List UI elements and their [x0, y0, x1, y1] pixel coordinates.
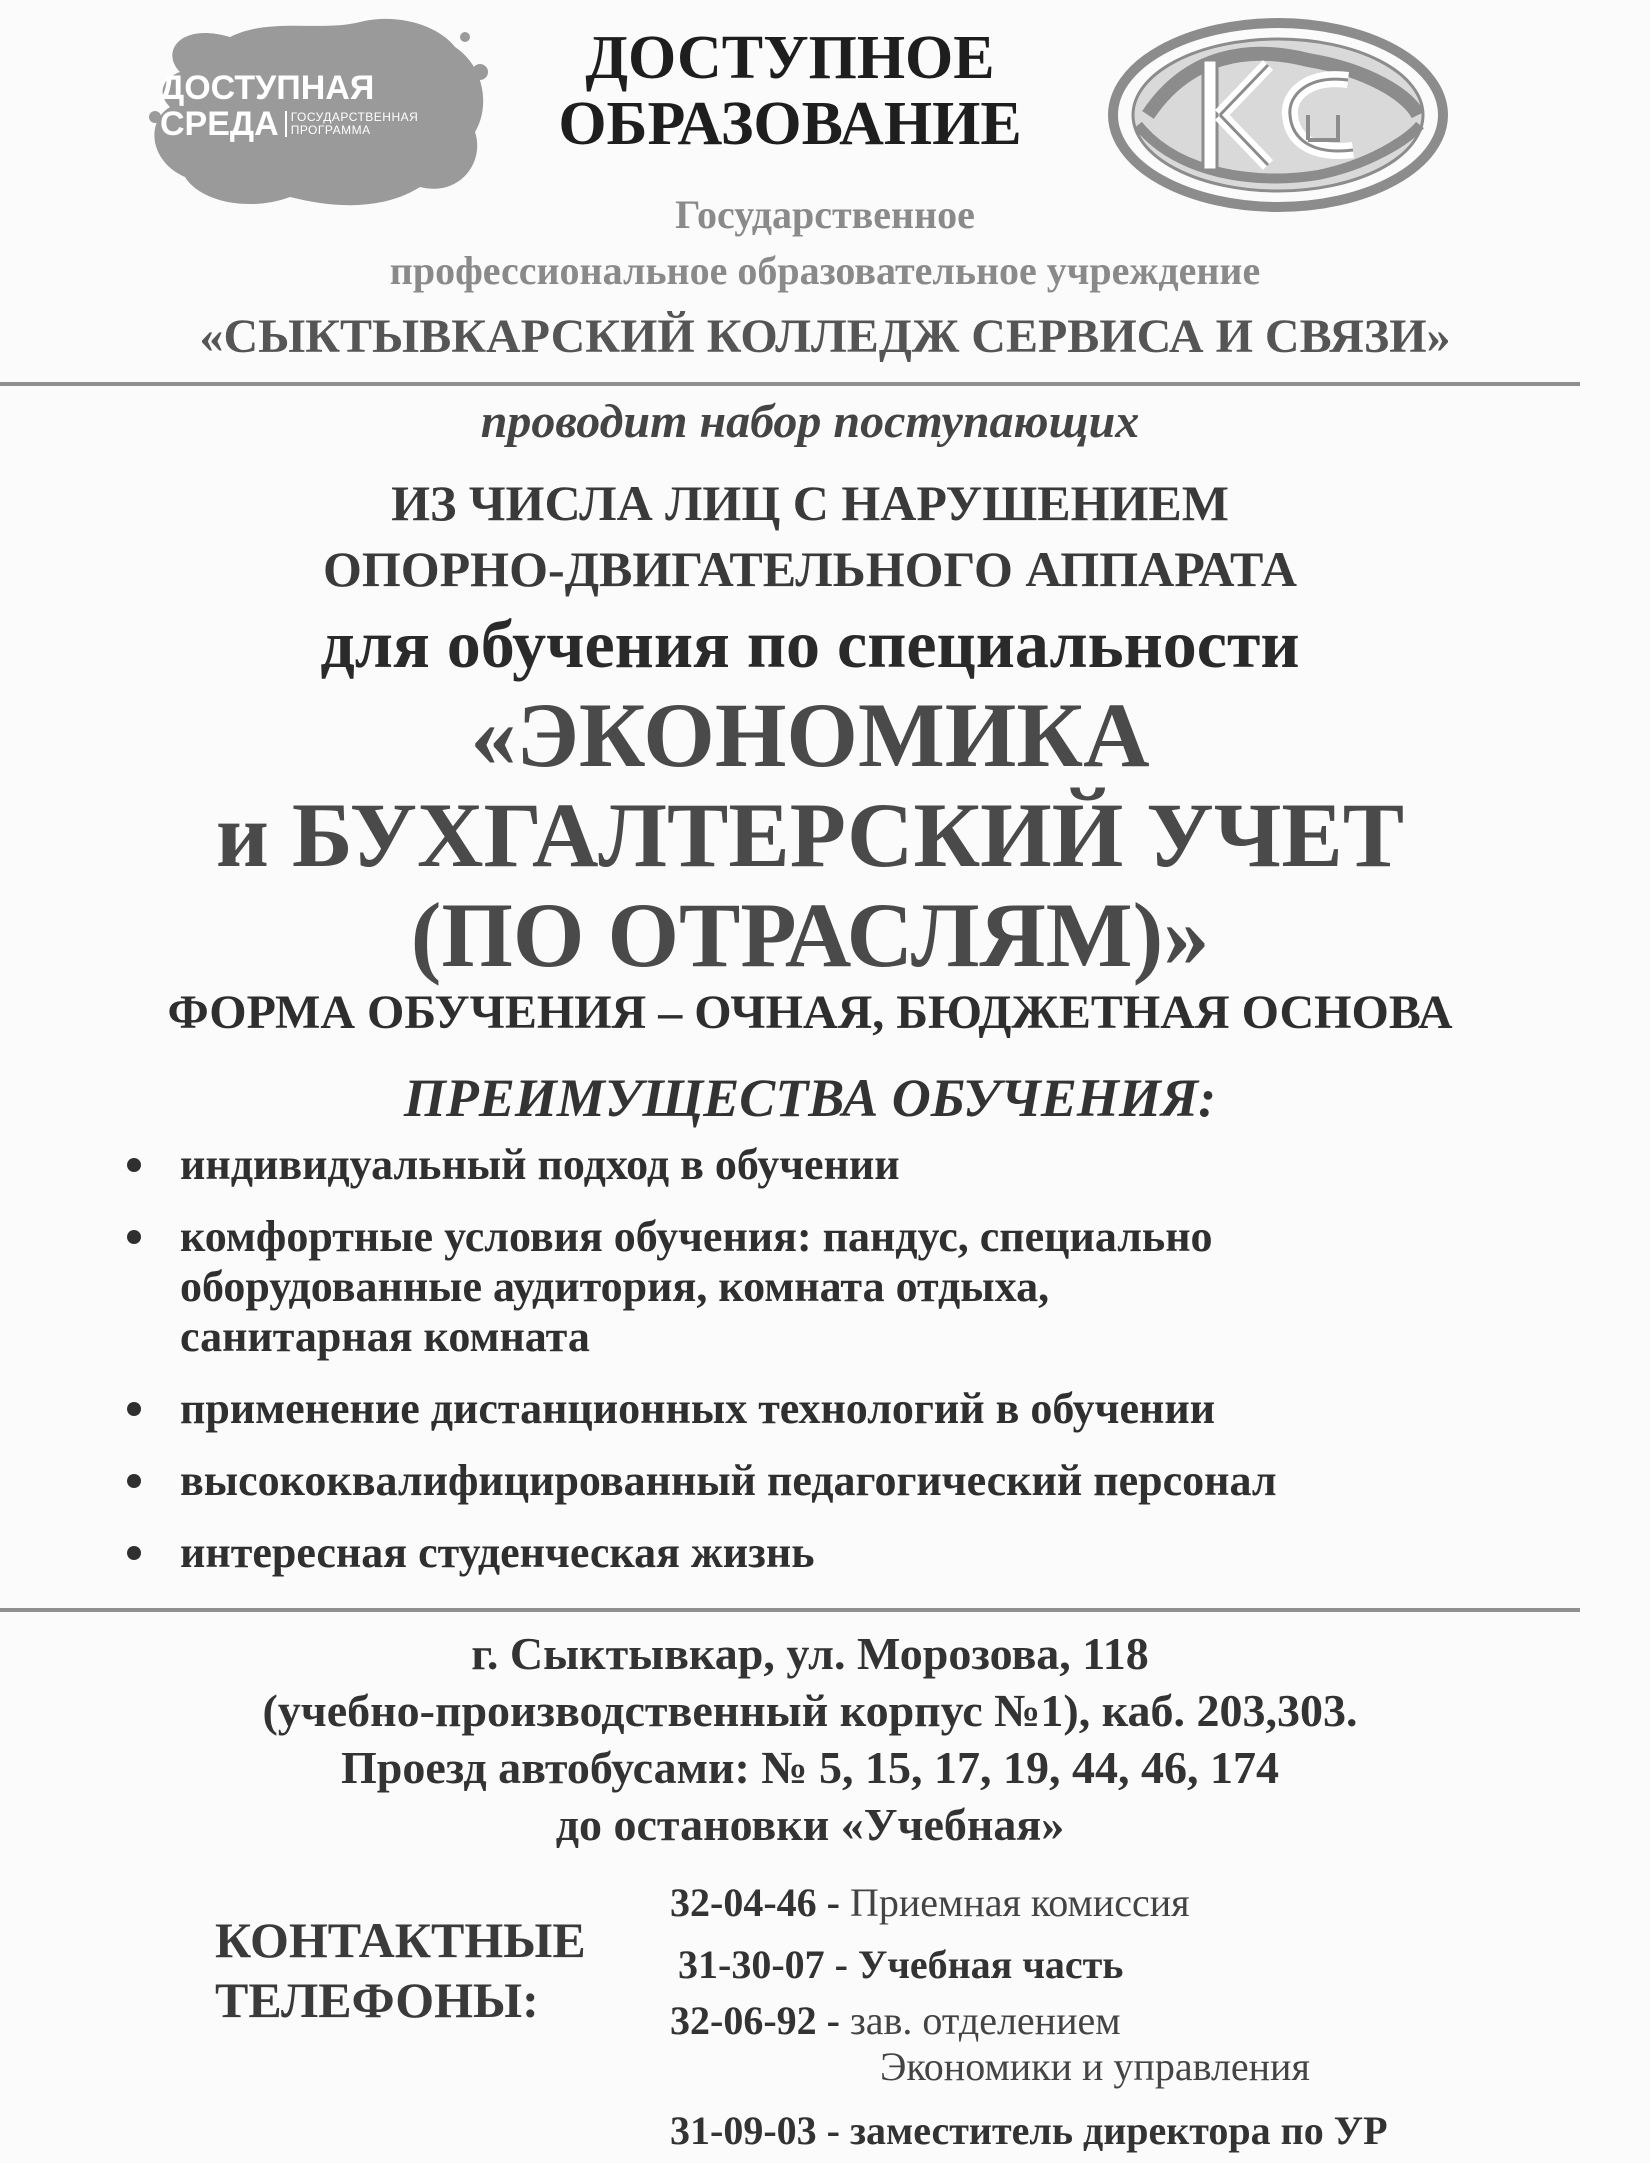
bullet-icon [127, 1402, 141, 1416]
logo-sub1: ГОСУДАРСТВЕННАЯ [290, 110, 419, 124]
header-title [500, 25, 1080, 157]
advantage-text-line2: оборудованные аудитория, комната отдыха, [180, 1262, 1050, 1311]
advantage-text-line3: санитарная комната [180, 1312, 590, 1361]
bullet-icon [127, 1158, 141, 1172]
list-item [125, 1212, 1525, 1362]
address-line4: до остановки «Учебная» [555, 1799, 1065, 1850]
advantages-title: ПРЕИМУЩЕСТВА ОБУЧЕНИЯ: [403, 1068, 1217, 1128]
specialty-line1: «ЭКОНОМИКА [470, 684, 1150, 786]
target-line1: ИЗ ЧИСЛА ЛИЦ С НАРУШЕНИЕМ [391, 475, 1229, 531]
list-item [125, 1140, 1525, 1190]
logo-subtitle [285, 111, 419, 137]
phone-number: 32-06-92 - [670, 1998, 840, 2043]
target-group [40, 470, 1580, 602]
address-line2: (учебно-производственный корпус №1), каб. 203,303. [262, 1685, 1358, 1736]
org-type-line1: Государственное [675, 192, 975, 237]
header-title-line1: ДОСТУПНОЕ [585, 24, 995, 92]
org-type-line2: профессиональное образовательное учреждение [389, 248, 1261, 293]
intro-text: проводит набор поступающих [480, 395, 1140, 448]
advantages-list [125, 1140, 1525, 1600]
phone-row [670, 1998, 1570, 2090]
logo-line2: СРЕДА [160, 105, 279, 143]
divider-top [0, 382, 1580, 386]
advantage-text: индивидуальный подход в обучении [180, 1140, 900, 1189]
bullet-icon [127, 1546, 141, 1560]
logo-line1: ДОСТУПНАЯ [160, 69, 375, 107]
college-name: «СЫКТЫВКАРСКИЙ КОЛЛЕДЖ СЕРВИСА И СВЯЗИ» [199, 310, 1451, 363]
list-item [125, 1528, 1525, 1578]
phone-role: Приемная комиссия [849, 1880, 1190, 1925]
phone-number: 32-04-46 - [670, 1880, 840, 1925]
address-line3: Проезд автобусами: № 5, 15, 17, 19, 44, 46, 174 [340, 1742, 1280, 1793]
specialty-line2: и БУХГАЛТЕРСКИЙ УЧЕТ [215, 784, 1405, 886]
bullet-icon [127, 1474, 141, 1488]
bullet-icon [127, 1230, 141, 1244]
college-emblem-icon [1108, 15, 1448, 215]
dostupnaya-sreda-logo [140, 12, 500, 217]
contacts-label [215, 1910, 635, 2030]
contacts-line2: ТЕЛЕФОНЫ: [215, 1972, 539, 2028]
address-line1: г. Сыктывкар, ул. Морозова, 118 [471, 1628, 1149, 1679]
phone-number: 31-09-03 - [670, 2108, 840, 2153]
address-block [40, 1625, 1580, 1853]
specialty-name [40, 685, 1580, 985]
phone-row [678, 1942, 1578, 1988]
phone-role: зав. отделением [849, 1998, 1121, 2043]
phone-role-line2: Экономики и управления [880, 2044, 1310, 2089]
contacts-line1: КОНТАКТНЫЕ [215, 1912, 586, 1968]
header-title-line2: ОБРАЗОВАНИЕ [558, 90, 1022, 158]
advantage-text: комфортные условия обучения: пандус, специально [180, 1212, 1213, 1261]
purpose-text: для обучения по специальности [320, 606, 1300, 682]
phone-row [670, 2108, 1570, 2154]
phone-number: 31-30-07 - [678, 1942, 848, 1987]
list-item [125, 1384, 1525, 1434]
list-item [125, 1456, 1525, 1506]
specialty-line3: (ПО ОТРАСЛЯМ)» [410, 884, 1210, 986]
divider-bottom [0, 1608, 1580, 1612]
phone-row [670, 1880, 1570, 1926]
study-form: ФОРМА ОБУЧЕНИЯ – ОЧНАЯ, БЮДЖЕТНАЯ ОСНОВА [167, 986, 1453, 1039]
advantage-text: высококвалифицированный педагогический персонал [180, 1456, 1277, 1505]
phone-role: заместитель директора по УР [849, 2108, 1388, 2153]
advantage-text: интересная студенческая жизнь [180, 1528, 815, 1577]
logo-text [160, 70, 480, 142]
logo-sub2: ПРОГРАММА [290, 123, 371, 137]
target-line2: ОПОРНО-ДВИГАТЕЛЬНОГО АППАРАТА [322, 541, 1298, 597]
advantage-text: применение дистанционных технологий в обучении [180, 1384, 1216, 1433]
phone-role: Учебная часть [857, 1942, 1124, 1987]
